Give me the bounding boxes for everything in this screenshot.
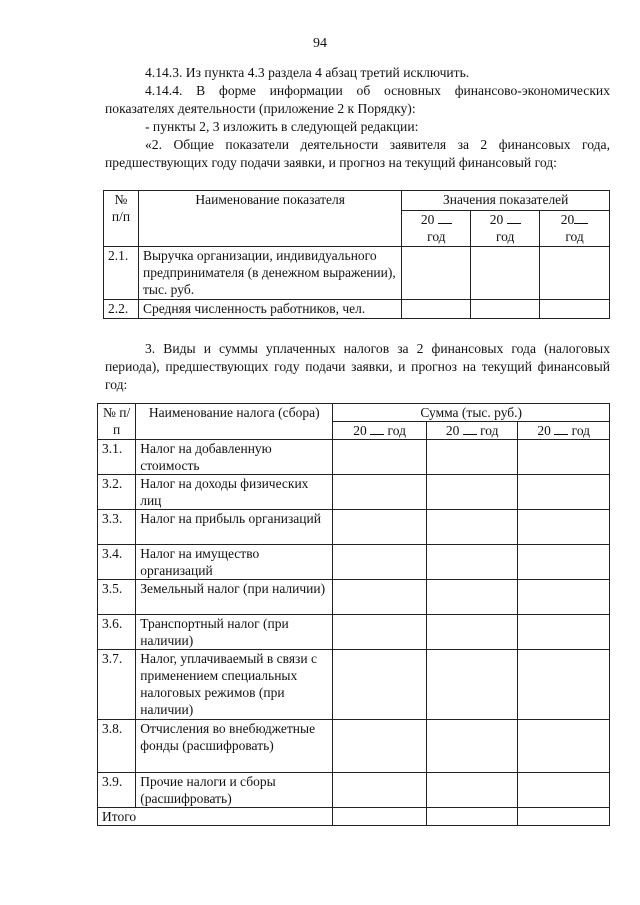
total-row bbox=[98, 808, 610, 826]
header-sum: Сумма (тыс. руб.) bbox=[333, 404, 610, 422]
intro-text bbox=[105, 64, 610, 172]
value-cell bbox=[426, 808, 518, 826]
row-num: 3.6. bbox=[98, 615, 136, 650]
taxes-table bbox=[97, 403, 610, 826]
row-name: Прочие налоги и сборы (расшифровать) bbox=[136, 773, 333, 808]
row-name: Выручка организации, индивидуального предпринимателя (в денежном выражении), тыс. руб. bbox=[138, 247, 401, 300]
year-col-2: 20 год bbox=[426, 422, 518, 440]
value-cell bbox=[333, 545, 427, 580]
value-cell bbox=[518, 440, 610, 475]
value-cell bbox=[426, 580, 518, 615]
page-number: 94 bbox=[313, 36, 327, 51]
row-num: 2.2. bbox=[104, 300, 139, 319]
value-cell bbox=[333, 475, 427, 510]
year-col-3: 20 год bbox=[518, 422, 610, 440]
table-row bbox=[98, 475, 610, 510]
paragraph-section-3: 3. Виды и суммы уплаченных налогов за 2 финансовых года (налоговых периода), предшествующих году подачи заявки, и прогноз на текущий финансовый год: bbox=[105, 341, 610, 392]
value-cell bbox=[333, 615, 427, 650]
paragraph-section-2: «2. Общие показатели деятельности заявителя за 2 финансовых года, предшествующих году подачи заявки, и прогноз на текущий финансовый год: bbox=[105, 137, 610, 170]
value-cell bbox=[426, 650, 518, 720]
value-cell bbox=[402, 300, 471, 319]
value-cell bbox=[333, 440, 427, 475]
value-cell bbox=[426, 545, 518, 580]
paragraph-4-14-3: 4.14.3. Из пункта 4.3 раздела 4 абзац третий исключить. bbox=[145, 65, 470, 80]
value-cell bbox=[471, 247, 540, 300]
value-cell bbox=[426, 720, 518, 773]
row-name: Средняя численность работников, чел. bbox=[138, 300, 401, 319]
section-3-text bbox=[105, 340, 610, 394]
value-cell bbox=[471, 300, 540, 319]
value-cell bbox=[518, 650, 610, 720]
paragraph-4-14-4: 4.14.4. В форме информации об основных финансово-экономических показателях деятельности (приложение 2 к Порядку): bbox=[105, 83, 610, 116]
value-cell bbox=[518, 720, 610, 773]
row-name: Транспортный налог (при наличии) bbox=[136, 615, 333, 650]
row-name: Налог на имущество организаций bbox=[136, 545, 333, 580]
value-cell bbox=[426, 510, 518, 545]
row-name: Налог, уплачиваемый в связи с применением специальных налоговых режимов (при наличии) bbox=[136, 650, 333, 720]
table-row bbox=[98, 720, 610, 773]
row-name: Отчисления во внебюджетные фонды (расшифровать) bbox=[136, 720, 333, 773]
paragraph-items-2-3: - пункты 2, 3 изложить в следующей редакции: bbox=[145, 119, 419, 134]
header-num: № п/п bbox=[98, 404, 136, 440]
table-row bbox=[98, 773, 610, 808]
table-row bbox=[98, 650, 610, 720]
value-cell bbox=[518, 510, 610, 545]
value-cell bbox=[518, 615, 610, 650]
row-name: Земельный налог (при наличии) bbox=[136, 580, 333, 615]
value-cell bbox=[518, 773, 610, 808]
table-row bbox=[98, 545, 610, 580]
year-col-1: 20 год bbox=[402, 211, 471, 247]
indicators-table bbox=[103, 190, 610, 319]
value-cell bbox=[402, 247, 471, 300]
value-cell bbox=[333, 580, 427, 615]
value-cell bbox=[426, 615, 518, 650]
table-row bbox=[104, 247, 610, 300]
row-num: 3.4. bbox=[98, 545, 136, 580]
value-cell bbox=[540, 247, 610, 300]
value-cell bbox=[518, 545, 610, 580]
header-tax-name: Наименование налога (сбора) bbox=[136, 404, 333, 440]
table-row bbox=[98, 580, 610, 615]
value-cell bbox=[518, 580, 610, 615]
row-name: Налог на прибыль организаций bbox=[136, 510, 333, 545]
value-cell bbox=[333, 650, 427, 720]
year-col-3: 20 год bbox=[540, 211, 610, 247]
value-cell bbox=[333, 510, 427, 545]
row-num: 3.5. bbox=[98, 580, 136, 615]
value-cell bbox=[540, 300, 610, 319]
value-cell bbox=[333, 808, 427, 826]
table-row bbox=[104, 300, 610, 319]
row-num: 3.8. bbox=[98, 720, 136, 773]
value-cell bbox=[426, 440, 518, 475]
year-col-1: 20 год bbox=[333, 422, 427, 440]
row-num: 3.9. bbox=[98, 773, 136, 808]
value-cell bbox=[426, 475, 518, 510]
header-indicator-values: Значения показателей bbox=[402, 191, 610, 211]
value-cell bbox=[518, 808, 610, 826]
header-indicator-name: Наименование показателя bbox=[138, 191, 401, 247]
row-num: 3.2. bbox=[98, 475, 136, 510]
value-cell bbox=[518, 475, 610, 510]
row-num: 3.1. bbox=[98, 440, 136, 475]
table-row bbox=[98, 615, 610, 650]
value-cell bbox=[333, 773, 427, 808]
row-num: 3.3. bbox=[98, 510, 136, 545]
total-label: Итого bbox=[98, 808, 333, 826]
table-row bbox=[98, 440, 610, 475]
row-num: 3.7. bbox=[98, 650, 136, 720]
year-col-2: 20 год bbox=[471, 211, 540, 247]
header-num: № п/п bbox=[104, 191, 139, 247]
value-cell bbox=[426, 773, 518, 808]
row-name: Налог на добавленную стоимость bbox=[136, 440, 333, 475]
value-cell bbox=[333, 720, 427, 773]
row-num: 2.1. bbox=[104, 247, 139, 300]
row-name: Налог на доходы физических лиц bbox=[136, 475, 333, 510]
table-row bbox=[98, 510, 610, 545]
